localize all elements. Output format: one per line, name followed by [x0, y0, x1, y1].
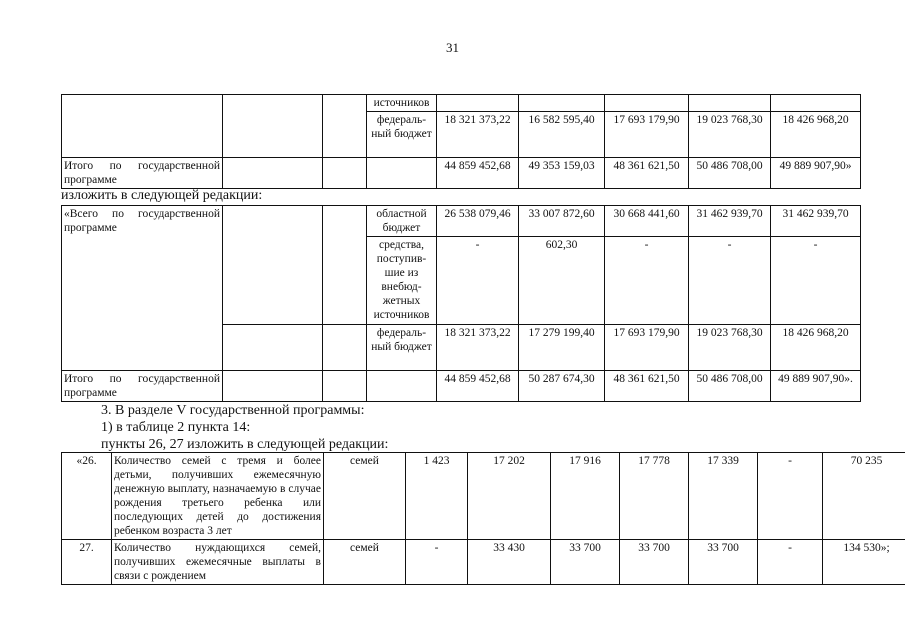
value-cell: -	[689, 237, 771, 325]
value-cell: 19 023 768,30	[689, 325, 771, 371]
value-cell: 17 778	[620, 453, 689, 540]
budget-table-new	[61, 205, 861, 402]
value-cell: -	[771, 237, 861, 325]
value-cell: 33 430	[468, 540, 551, 585]
table-row-total	[62, 371, 861, 402]
value-cell: 31 462 939,70	[771, 206, 861, 237]
value-cell: 16 582 595,40	[519, 112, 605, 158]
source-cell: федераль-ный бюджет	[367, 112, 437, 158]
value-cell: 1 423	[406, 453, 468, 540]
value-cell: 17 916	[551, 453, 620, 540]
value-cell: 33 700	[551, 540, 620, 585]
value-cell: 18 321 373,22	[437, 325, 519, 371]
value-cell: 50 486 708,00	[689, 371, 771, 402]
value-cell: 50 486 708,00	[689, 158, 771, 189]
value-cell: -	[406, 540, 468, 585]
value-cell: 17 279 199,40	[519, 325, 605, 371]
total-label: Итого по государственной программе	[62, 158, 223, 189]
value-cell: 30 668 441,60	[605, 206, 689, 237]
table-row	[62, 95, 861, 112]
value-cell: 48 361 621,50	[605, 371, 689, 402]
budget-table-continued	[61, 94, 861, 189]
value-cell: 44 859 452,68	[437, 158, 519, 189]
table-row	[62, 453, 905, 540]
value-cell: 18 321 373,22	[437, 112, 519, 158]
value-cell: 17 339	[689, 453, 758, 540]
value-cell: 33 007 872,60	[519, 206, 605, 237]
paragraph: 3. В разделе V государственной программы:	[101, 403, 365, 418]
item-number: «26.	[62, 453, 112, 540]
unit-cell: семей	[324, 453, 406, 540]
value-cell: 44 859 452,68	[437, 371, 519, 402]
unit-cell: семей	[324, 540, 406, 585]
value-cell: 49 889 907,90».	[771, 371, 861, 402]
value-cell: 18 426 968,20	[771, 325, 861, 371]
edit-instruction: изложить в следующей редакции:	[61, 188, 263, 203]
item-number: 27.	[62, 540, 112, 585]
value-cell: 602,30	[519, 237, 605, 325]
value-cell: 33 700	[689, 540, 758, 585]
total-label: Итого по государственной программе	[62, 371, 223, 402]
value-cell: 70 235	[823, 453, 905, 540]
value-cell: 17 202	[468, 453, 551, 540]
total-label: «Всего по государственной программе	[62, 206, 223, 371]
value-cell: 134 530»;	[823, 540, 905, 585]
item-description: Количество нуждающихся семей, получивших ежемесячные выплаты в связи с рождением	[112, 540, 324, 585]
value-cell: 17 693 179,90	[605, 325, 689, 371]
item-description: Количество семей с тремя и более детьми, получивших ежемесячную денежную выплату, назначаемую в случае рождения третьего ребенка или последующих детей до достижения ребенком возраста 3 лет	[112, 453, 324, 540]
paragraph: 1) в таблице 2 пункта 14:	[101, 420, 251, 435]
label-cell	[62, 95, 223, 158]
value-cell: 18 426 968,20	[771, 112, 861, 158]
value-cell: 49 889 907,90»	[771, 158, 861, 189]
table-row	[62, 540, 905, 585]
source-cell: областной бюджет	[367, 206, 437, 237]
source-cell: источников	[367, 95, 437, 112]
table-row-total	[62, 158, 861, 189]
page-number: 31	[446, 40, 459, 55]
value-cell: 50 287 674,30	[519, 371, 605, 402]
value-cell: 17 693 179,90	[605, 112, 689, 158]
value-cell: -	[758, 540, 823, 585]
value-cell: -	[758, 453, 823, 540]
value-cell: 48 361 621,50	[605, 158, 689, 189]
value-cell: 33 700	[620, 540, 689, 585]
value-cell: 26 538 079,46	[437, 206, 519, 237]
table-row	[62, 206, 861, 237]
value-cell: 19 023 768,30	[689, 112, 771, 158]
value-cell: 49 353 159,03	[519, 158, 605, 189]
value-cell: -	[437, 237, 519, 325]
indicators-table	[61, 452, 905, 585]
source-cell: федераль-ный бюджет	[367, 325, 437, 371]
source-cell: средства, поступив-шие из внебюд-жетных источников	[367, 237, 437, 325]
value-cell: -	[605, 237, 689, 325]
paragraph: пункты 26, 27 изложить в следующей редакции:	[101, 437, 389, 452]
value-cell: 31 462 939,70	[689, 206, 771, 237]
